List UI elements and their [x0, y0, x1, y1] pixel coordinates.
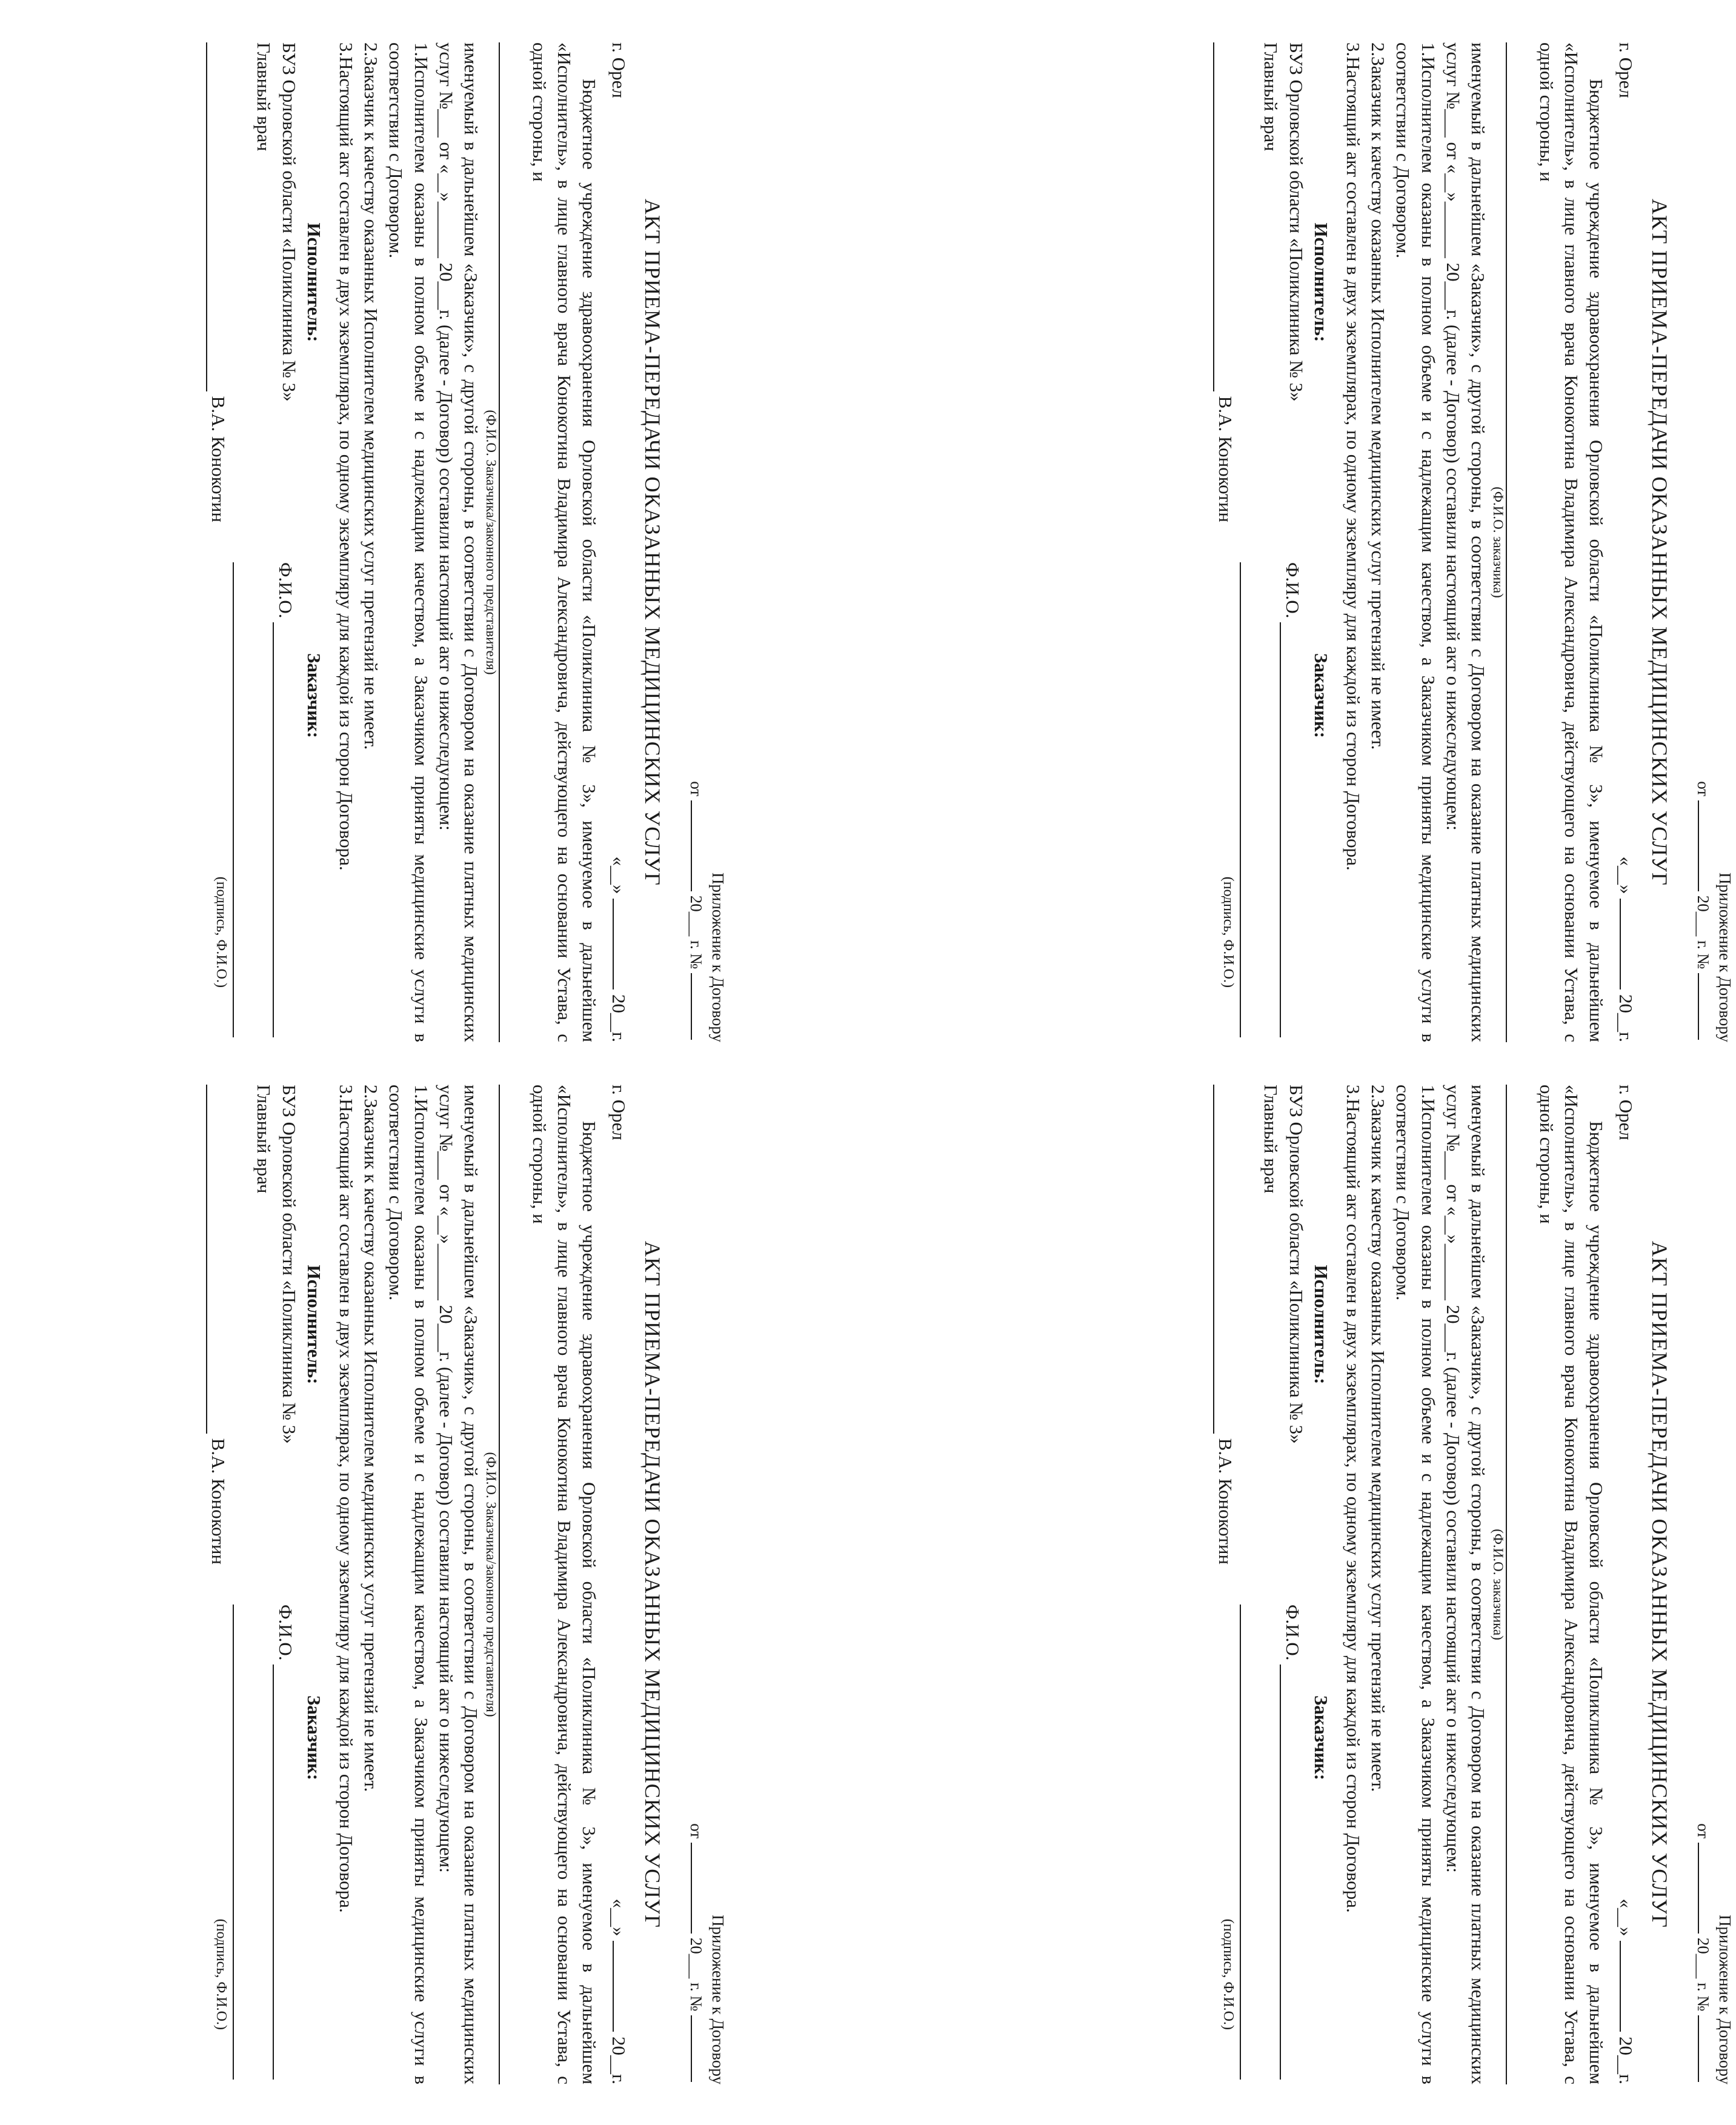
chief-name: В.А. Конокотин [1215, 1438, 1237, 1565]
customer-signature-caption: (подпись, Ф.И.О.) [1220, 876, 1237, 988]
city-date-row [607, 1085, 631, 2084]
clause-1: 1.Исполнителем оказаны в полном объеме и с надлежащим качеством, а Заказчиком приняты медицинские услуги в соответствии с Договором. [1392, 42, 1439, 1042]
act-date-month-blank [613, 899, 628, 989]
executor-column [1213, 1085, 1334, 1565]
customer-signature-line [1240, 1605, 1259, 2084]
act-block-1 [1082, 42, 1736, 1042]
customer-signature-caption: (подпись, Ф.И.О.) [213, 876, 230, 988]
appendix-date-blank [1698, 1843, 1714, 1934]
customer-fio-line [273, 1605, 298, 2084]
appendix-year-number: 20___ г. № [687, 1937, 705, 2012]
customer-fio-label: Ф.И.О. [274, 1605, 296, 1661]
appendix-date-blank [691, 1843, 707, 1934]
chief-position: Главный врач [253, 1085, 275, 1194]
customer-fio-line [1280, 562, 1305, 1042]
appendix-year-number: 20___ г. № [1694, 895, 1712, 969]
chief-name: В.А. Конокотин [208, 396, 230, 522]
city-label: г. Орел [1615, 1085, 1637, 1140]
clause-3: 3.Настоящий акт составлен в двух экземплярах, по одному экземпляру для каждой из сторон Договора. [335, 1085, 357, 1913]
act-date [607, 857, 631, 1042]
appendix-date-number [685, 42, 707, 1042]
intro-paragraph: Бюджетное учреждение здравоохранения Орловской области «Поликлиника № 3», именуемое в дальнейшем «Исполнитель», в лице главного врача Конокотина Владимира Александровича, действующего на основании Устава, с одной стороны, и [1535, 1085, 1608, 2084]
customer-paragraph: именуемый в дальнейшем «Заказчик», с другой стороны, в соответствии с Договором на оказание платных медицинских услуг №___ от «__»______ 20___г. (далее - Договор) составили настоящий акт о нижеследующем: [1442, 42, 1489, 1042]
chief-position: Главный врач [253, 42, 275, 151]
customer-name-line [499, 42, 520, 1042]
appendix-from-label: от [1694, 781, 1712, 797]
customer-signature-line [1240, 562, 1259, 1042]
clause-2: 2.Заказчик к качеству оказанных Исполнителем медицинских услуг претензий не имеет. [361, 42, 382, 750]
customer-paragraph: именуемый в дальнейшем «Заказчик», с другой стороны, в соответствии с Договором на оказание платных медицинских услуг №___ от «__»______ 20___г. (далее - Договор) составили настоящий акт о нижеследующем: [435, 42, 482, 1042]
customer-fio-label: Ф.И.О. [274, 562, 296, 619]
act-date [607, 1899, 631, 2084]
customer-name-line [1506, 1085, 1528, 2084]
customer-heading: Заказчик: [303, 1695, 325, 1781]
customer-fio-blank [1280, 622, 1299, 1037]
customer-heading: Заказчик: [1310, 653, 1332, 739]
customer-fio-blank [273, 1664, 292, 2080]
clause-1: 1.Исполнителем оказаны в полном объеме и с надлежащим качеством, а Заказчиком приняты медицинские услуги в соответствии с Договором. [385, 1085, 432, 2084]
appendix-header [685, 42, 729, 1042]
city-label: г. Орел [608, 42, 630, 98]
customer-column [206, 562, 327, 1042]
customer-column [1213, 562, 1334, 1042]
appendix-date-blank [1698, 800, 1714, 891]
chief-name: В.А. Конокотин [1215, 396, 1237, 522]
intro-paragraph: Бюджетное учреждение здравоохранения Орловской области «Поликлиника № 3», именуемое в дальнейшем «Исполнитель», в лице главного врача Конокотина Владимира Александровича, действующего на основании Устава, с одной стороны, и [528, 42, 600, 1042]
customer-signature-blank [1240, 1605, 1259, 2080]
executor-heading: Исполнитель: [303, 222, 325, 342]
clause-1: 1.Исполнителем оказаны в полном объеме и с надлежащим качеством, а Заказчиком приняты медицинские услуги в соответствии с Договором. [1392, 1085, 1439, 2084]
customer-signature-line [233, 562, 252, 1042]
intro-paragraph: Бюджетное учреждение здравоохранения Орловской области «Поликлиника № 3», именуемое в дальнейшем «Исполнитель», в лице главного врача Конокотина Владимира Александровича, действующего на основании Устава, с одной стороны, и [528, 1085, 600, 2084]
clause-3: 3.Настоящий акт составлен в двух экземплярах, по одному экземпляру для каждой из сторон Договора. [1342, 1085, 1364, 1913]
customer-column [1213, 1605, 1334, 2084]
appendix-date-number [1692, 42, 1714, 1042]
appendix-date-blank [691, 800, 707, 891]
act-block-4 [75, 1085, 729, 2084]
appendix-number-blank [691, 973, 707, 1040]
city-label: г. Орел [1615, 42, 1637, 98]
signature-section [206, 42, 327, 1042]
customer-name-line [1506, 42, 1528, 1042]
executor-signature-line [1213, 42, 1238, 522]
customer-signature-caption: (подпись, Ф.И.О.) [1220, 1918, 1237, 2030]
customer-heading: Заказчик: [303, 653, 325, 739]
act-date [1614, 857, 1638, 1042]
executor-column [206, 42, 327, 522]
customer-fio-line [273, 562, 298, 1042]
clause-1: 1.Исполнителем оказаны в полном объеме и с надлежащим качеством, а Заказчиком приняты медицинские услуги в соответствии с Договором. [385, 42, 432, 1042]
appendix-date-number [685, 1085, 707, 2084]
appendix-header [685, 1085, 729, 2084]
act-title: АКТ ПРИЕМА-ПЕРЕДАЧИ ОКАЗАННЫХ МЕДИЦИНСКИХ УСЛУГ [640, 199, 665, 886]
appendix-number-blank [1698, 973, 1714, 1040]
appendix-from-label: от [1694, 1823, 1712, 1839]
appendix-date-number [1692, 1085, 1714, 2084]
act-title: АКТ ПРИЕМА-ПЕРЕДАЧИ ОКАЗАННЫХ МЕДИЦИНСКИХ УСЛУГ [640, 1241, 665, 1928]
clause-2: 2.Заказчик к качеству оказанных Исполнителем медицинских услуг претензий не имеет. [1368, 1085, 1389, 1792]
signature-section [1213, 42, 1334, 1042]
executor-signature-line [206, 1085, 231, 1565]
clause-3: 3.Настоящий акт составлен в двух экземплярах, по одному экземпляру для каждой из сторон Договора. [335, 42, 357, 871]
appendix-number-blank [691, 2015, 707, 2082]
customer-fio-blank [1280, 1664, 1299, 2080]
appendix-from-label: от [687, 1823, 705, 1839]
intro-paragraph: Бюджетное учреждение здравоохранения Орловской области «Поликлиника № 3», именуемое в дальнейшем «Исполнитель», в лице главного врача Конокотина Владимира Александровича, действующего на основании Устава, с одной стороны, и [1535, 42, 1608, 1042]
customer-signature-blank [233, 562, 252, 1037]
customer-fio-label: Ф.И.О. [1282, 562, 1303, 619]
act-date-month-blank [1620, 899, 1635, 989]
executor-heading: Исполнитель: [1310, 1265, 1332, 1385]
customer-heading: Заказчик: [1310, 1695, 1332, 1781]
city-label: г. Орел [608, 1085, 630, 1140]
appendix-title: Приложение к Договору [1716, 872, 1734, 1042]
executor-organization: БУЗ Орловской области «Поликлиника № 3» [1285, 42, 1307, 402]
act-date-year: 20__г. [1615, 994, 1637, 1042]
appendix-title: Приложение к Договору [709, 1914, 727, 2084]
executor-column [1213, 42, 1334, 522]
act-date-day: «__» [608, 856, 630, 894]
signature-section [206, 1085, 327, 2084]
customer-name-caption: (Ф.И.О. заказчика) [1491, 1529, 1506, 1640]
executor-signature-blank [206, 1085, 225, 1434]
act-title: АКТ ПРИЕМА-ПЕРЕДАЧИ ОКАЗАННЫХ МЕДИЦИНСКИХ УСЛУГ [1648, 199, 1672, 886]
act-block-3 [1082, 1085, 1736, 2084]
executor-organization: БУЗ Орловской области «Поликлиника № 3» [278, 42, 300, 402]
chief-position: Главный врач [1260, 1085, 1282, 1194]
executor-signature-blank [206, 42, 225, 391]
chief-name: В.А. Конокотин [208, 1438, 230, 1565]
act-date-year: 20__г. [1615, 2037, 1637, 2084]
executor-heading: Исполнитель: [303, 1265, 325, 1385]
signature-section [1213, 1085, 1334, 2084]
act-date-day: «__» [608, 1898, 630, 1937]
executor-signature-blank [1213, 42, 1232, 391]
appendix-year-number: 20___ г. № [1694, 1937, 1712, 2012]
customer-fio-label: Ф.И.О. [1282, 1605, 1303, 1661]
customer-column [206, 1605, 327, 2084]
act-date-month-blank [613, 1941, 628, 2032]
act-block-2 [75, 42, 729, 1042]
customer-paragraph: именуемый в дальнейшем «Заказчик», с другой стороны, в соответствии с Договором на оказание платных медицинских услуг №___ от «__»______ 20___г. (далее - Договор) составили настоящий акт о нижеследующем: [435, 1085, 482, 2084]
customer-fio-line [1280, 1605, 1305, 2084]
act-date-year: 20__г. [608, 994, 630, 1042]
executor-heading: Исполнитель: [1310, 222, 1332, 342]
appendix-header [1692, 1085, 1736, 2084]
appendix-title: Приложение к Договору [1716, 1914, 1734, 2084]
customer-signature-caption: (подпись, Ф.И.О.) [213, 1918, 230, 2030]
customer-fio-blank [273, 622, 292, 1037]
executor-signature-line [206, 42, 231, 522]
customer-name-caption: (Ф.И.О. Заказчика/законного представителя) [484, 410, 499, 675]
city-date-row [607, 42, 631, 1042]
appendix-header [1692, 42, 1736, 1042]
executor-signature-blank [1213, 1085, 1232, 1434]
customer-signature-blank [233, 1605, 252, 2080]
appendix-year-number: 20___ г. № [687, 895, 705, 969]
customer-name-caption: (Ф.И.О. заказчика) [1491, 487, 1506, 598]
act-title: АКТ ПРИЕМА-ПЕРЕДАЧИ ОКАЗАННЫХ МЕДИЦИНСКИХ УСЛУГ [1648, 1241, 1672, 1928]
executor-organization: БУЗ Орловской области «Поликлиника № 3» [1285, 1085, 1307, 1444]
customer-signature-line [233, 1605, 252, 2084]
customer-signature-blank [1240, 562, 1259, 1037]
customer-name-caption: (Ф.И.О. Заказчика/законного представителя) [484, 1452, 499, 1717]
chief-position: Главный врач [1260, 42, 1282, 151]
city-date-row [1614, 42, 1638, 1042]
act-date [1614, 1899, 1638, 2084]
customer-paragraph: именуемый в дальнейшем «Заказчик», с другой стороны, в соответствии с Договором на оказание платных медицинских услуг №___ от «__»______ 20___г. (далее - Договор) составили настоящий акт о нижеследующем: [1442, 1085, 1489, 2084]
act-date-day: «__» [1615, 856, 1637, 894]
city-date-row [1614, 1085, 1638, 2084]
executor-organization: БУЗ Орловской области «Поликлиника № 3» [278, 1085, 300, 1444]
appendix-number-blank [1698, 2015, 1714, 2082]
appendix-from-label: от [687, 781, 705, 797]
clause-2: 2.Заказчик к качеству оказанных Исполнителем медицинских услуг претензий не имеет. [1368, 42, 1389, 750]
act-date-day: «__» [1615, 1898, 1637, 1937]
appendix-title: Приложение к Договору [709, 872, 727, 1042]
clause-2: 2.Заказчик к качеству оказанных Исполнителем медицинских услуг претензий не имеет. [361, 1085, 382, 1792]
executor-column [206, 1085, 327, 1565]
act-date-year: 20__г. [608, 2037, 630, 2084]
act-date-month-blank [1620, 1941, 1635, 2032]
clause-3: 3.Настоящий акт составлен в двух экземплярах, по одному экземпляру для каждой из сторон Договора. [1342, 42, 1364, 871]
customer-name-line [499, 1085, 520, 2084]
executor-signature-line [1213, 1085, 1238, 1565]
